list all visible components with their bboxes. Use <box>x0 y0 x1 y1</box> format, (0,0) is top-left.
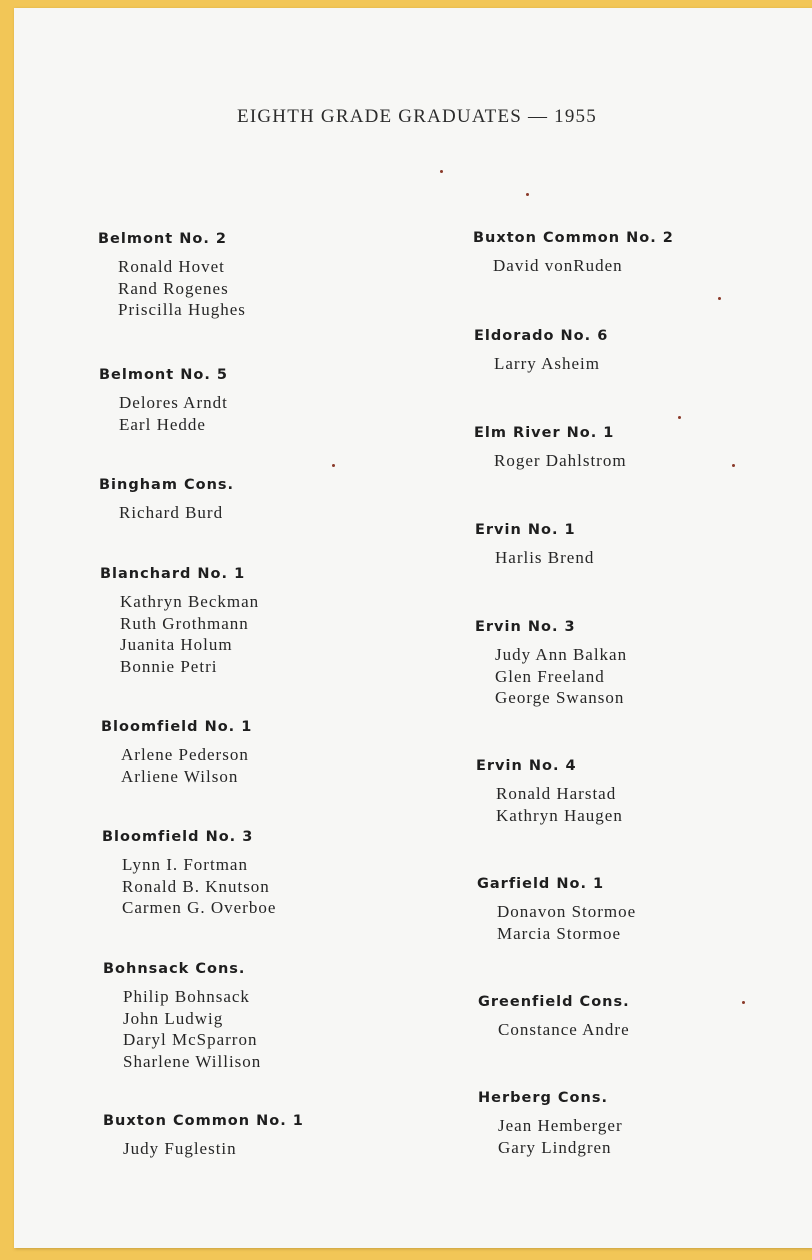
graduate-name: Priscilla Hughes <box>118 300 246 319</box>
school-name: Garfield No. 1 <box>477 876 605 892</box>
graduate-list <box>120 591 259 677</box>
school-name: Belmont No. 2 <box>98 231 227 247</box>
paper-speck <box>742 1001 745 1004</box>
graduate-list <box>494 353 608 375</box>
school-section <box>98 231 246 321</box>
school-name: Eldorado No. 6 <box>474 328 609 344</box>
graduate-name: Earl Hedde <box>119 414 206 434</box>
graduate-name: Bonnie Petri <box>120 656 218 676</box>
graduate-name: Arlene Pederson <box>121 745 249 764</box>
graduate-name: Ronald B. Knutson <box>122 876 270 896</box>
graduate-name: Donavon Stormoe <box>497 902 637 921</box>
graduate-list <box>495 547 594 569</box>
graduate-name: Judy Fuglestin <box>123 1139 237 1158</box>
paper-speck <box>732 464 735 467</box>
graduate-name: Glen Freeland <box>495 666 605 686</box>
school-section <box>100 566 259 677</box>
school-section <box>99 367 228 435</box>
school-name: Bingham Cons. <box>99 477 235 493</box>
graduate-name: Kathryn Haugen <box>496 805 623 825</box>
school-name: Belmont No. 5 <box>99 367 228 383</box>
school-section <box>102 829 276 919</box>
graduate-list <box>497 901 636 944</box>
graduate-list <box>498 1115 623 1158</box>
school-section <box>477 876 636 944</box>
graduate-name: Larry Asheim <box>494 354 600 373</box>
graduate-list <box>496 783 623 826</box>
school-name: Greenfield Cons. <box>478 994 630 1010</box>
school-section <box>473 230 674 277</box>
program-page <box>14 8 812 1248</box>
school-name: Bohnsack Cons. <box>103 961 246 977</box>
graduate-list <box>498 1019 630 1041</box>
school-name: Ervin No. 4 <box>476 758 577 774</box>
graduate-name: Rand Rogenes <box>118 278 229 298</box>
graduate-list <box>119 502 234 524</box>
graduate-list <box>123 986 261 1072</box>
paper-speck <box>332 464 335 467</box>
graduate-name: Philip Bohnsack <box>123 987 250 1006</box>
school-name: Herberg Cons. <box>478 1090 608 1106</box>
graduate-name: John Ludwig <box>123 1008 224 1028</box>
graduate-list <box>118 256 246 321</box>
school-name: Buxton Common No. 2 <box>473 230 674 246</box>
graduate-list <box>123 1138 304 1160</box>
school-section <box>99 477 234 524</box>
graduate-name: Delores Arndt <box>119 393 228 412</box>
graduate-name: Ronald Hovet <box>118 257 225 276</box>
graduate-list <box>119 392 228 435</box>
page-title: EIGHTH GRADE GRADUATES — 1955 <box>237 106 597 127</box>
graduate-name: Marcia Stormoe <box>497 923 621 943</box>
graduate-name: Ronald Harstad <box>496 784 617 803</box>
graduate-name: Sharlene Willison <box>123 1051 262 1071</box>
graduate-name: Constance Andre <box>498 1020 630 1039</box>
school-name: Blanchard No. 1 <box>100 566 246 582</box>
school-name: Bloomfield No. 1 <box>101 719 253 735</box>
graduate-list <box>493 255 674 277</box>
school-name: Buxton Common No. 1 <box>103 1113 304 1129</box>
school-name: Ervin No. 3 <box>475 619 576 635</box>
school-section <box>475 619 627 709</box>
graduate-name: Judy Ann Balkan <box>495 645 628 664</box>
graduate-name: Ruth Grothmann <box>120 613 249 633</box>
school-section <box>474 328 608 375</box>
graduate-name: Richard Burd <box>119 503 224 522</box>
graduate-name: Gary Lindgren <box>498 1137 612 1157</box>
school-section <box>478 994 630 1041</box>
graduate-name: David vonRuden <box>493 256 623 275</box>
school-section <box>476 758 623 826</box>
school-name: Bloomfield No. 3 <box>102 829 254 845</box>
graduate-list <box>122 854 276 919</box>
graduate-name: Kathryn Beckman <box>120 592 260 611</box>
paper-speck <box>678 416 681 419</box>
school-section <box>101 719 252 787</box>
graduate-name: Lynn I. Fortman <box>122 855 248 874</box>
graduate-list <box>121 744 252 787</box>
paper-speck <box>718 297 721 300</box>
graduate-list <box>495 644 627 709</box>
school-section <box>103 1113 304 1160</box>
school-section <box>474 425 627 472</box>
graduate-name: Daryl McSparron <box>123 1030 258 1049</box>
graduate-name: Carmen G. Overboe <box>122 898 277 917</box>
paper-speck <box>440 170 443 173</box>
graduate-name: Harlis Brend <box>495 548 595 567</box>
school-name: Elm River No. 1 <box>474 425 615 441</box>
school-name: Ervin No. 1 <box>475 522 576 538</box>
graduate-name: Juanita Holum <box>120 635 233 654</box>
graduate-name: Roger Dahlstrom <box>494 451 627 470</box>
paper-speck <box>526 193 529 196</box>
school-section <box>475 522 594 569</box>
graduate-name: George Swanson <box>495 688 625 707</box>
school-section <box>103 961 261 1072</box>
graduate-name: Jean Hemberger <box>498 1116 623 1135</box>
graduate-list <box>494 450 627 472</box>
graduate-name: Arliene Wilson <box>121 766 239 786</box>
school-section <box>478 1090 623 1158</box>
